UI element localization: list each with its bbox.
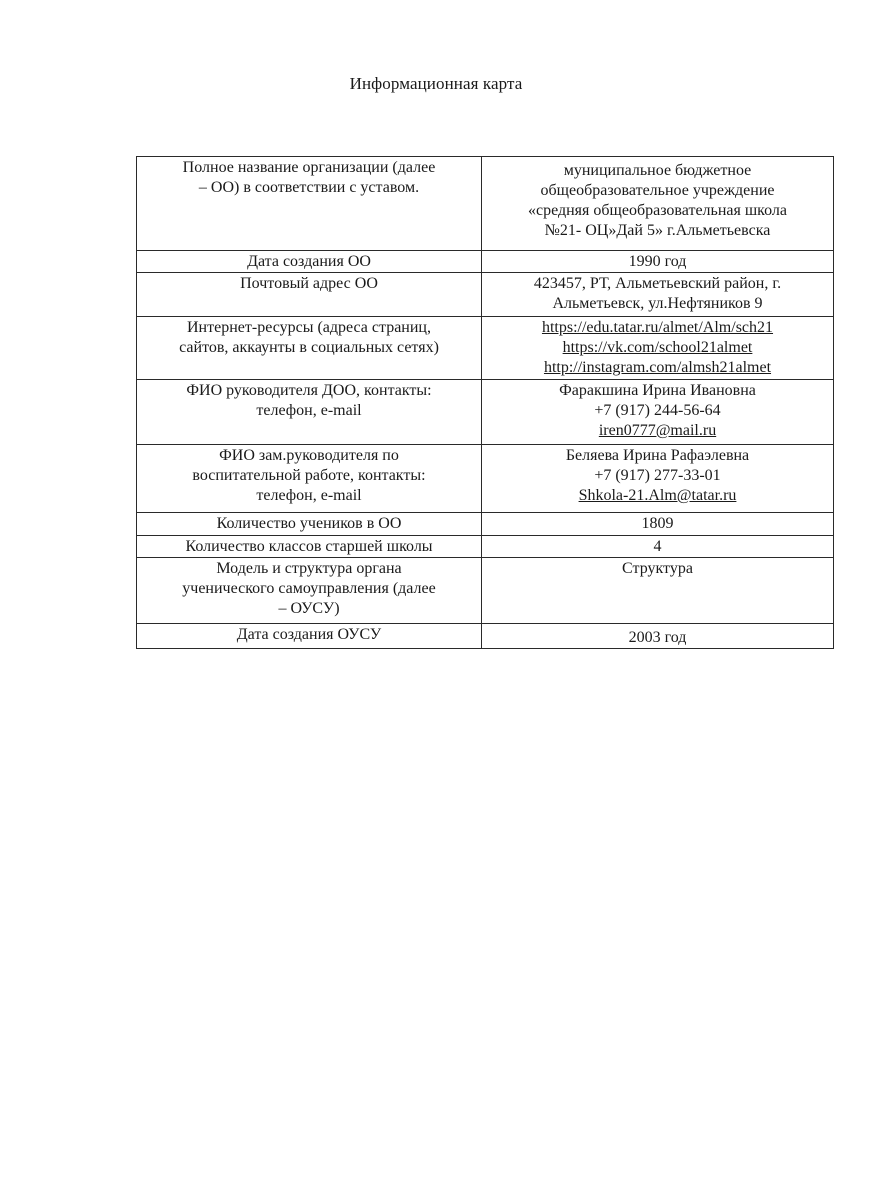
- row-label-line: Дата создания ОО: [247, 253, 371, 270]
- table-row-director: [137, 380, 834, 445]
- director-name: Фаракшина Ирина Ивановна: [559, 382, 756, 399]
- row-label: [137, 157, 482, 251]
- row-label-line: ФИО руководителя ДОО, контакты:: [186, 382, 432, 399]
- row-label-line: Количество учеников в ОО: [216, 515, 402, 532]
- row-value-line: Альметьевск, ул.Нефтяников 9: [552, 295, 763, 312]
- row-label: [137, 380, 482, 445]
- page-title: Информационная карта: [349, 74, 523, 93]
- deputy-phone: +7 (917) 277-33-01: [594, 467, 721, 484]
- row-value-line: 1809: [641, 515, 674, 532]
- row-label-line: ученического самоуправления (далее: [182, 580, 436, 597]
- row-value: [482, 157, 834, 251]
- row-label-line: сайтов, аккаунты в социальных сетях): [179, 339, 439, 356]
- row-label-line: воспитательной работе, контакты:: [192, 467, 426, 484]
- row-value-line: 2003 год: [628, 629, 687, 646]
- table-row-org-name: [137, 157, 834, 251]
- director-email-link[interactable]: iren0777@mail.ru: [598, 422, 717, 439]
- instagram-link[interactable]: http://instagram.com/almsh21almet: [543, 359, 772, 376]
- row-value: [482, 624, 834, 649]
- row-value: [482, 445, 834, 513]
- row-label-line: Полное название организации (далее: [182, 159, 436, 176]
- row-label: [137, 445, 482, 513]
- row-label: [137, 558, 482, 624]
- row-label-line: Дата создания ОУСУ: [236, 626, 382, 643]
- row-label: [137, 251, 482, 273]
- table-row-self-government-model: [137, 558, 834, 624]
- row-label: [137, 273, 482, 317]
- deputy-email-link[interactable]: Shkola-21.Alm@tatar.ru: [578, 487, 737, 504]
- table-row-senior-classes: [137, 536, 834, 558]
- row-value: [482, 380, 834, 445]
- table-row-student-count: [137, 513, 834, 536]
- row-value-line: Структура: [622, 560, 693, 577]
- row-label-line: – ОУСУ): [278, 600, 340, 617]
- row-value-line: «средняя общеобразовательная школа: [527, 202, 788, 219]
- row-label-line: ФИО зам.руководителя по: [219, 447, 399, 464]
- row-label: [137, 317, 482, 380]
- row-value-line: 4: [653, 538, 662, 555]
- row-label: [137, 536, 482, 558]
- row-value: [482, 251, 834, 273]
- table-row-self-government-date: [137, 624, 834, 649]
- row-value-line: общеобразовательное учреждение: [540, 182, 775, 199]
- table-row-founding-date: [137, 251, 834, 273]
- row-value: [482, 513, 834, 536]
- info-table: [136, 156, 834, 649]
- table-row-deputy: [137, 445, 834, 513]
- row-value-line: №21- ОЦ»Дай 5» г.Альметьевска: [544, 222, 771, 239]
- row-label-line: Количество классов старшей школы: [185, 538, 433, 555]
- row-label-line: – ОО) в соответствии с уставом.: [198, 179, 420, 196]
- row-label-line: Интернет-ресурсы (адреса страниц,: [187, 319, 431, 336]
- row-value: [482, 536, 834, 558]
- row-label-line: телефон, e-mail: [256, 402, 362, 419]
- row-label-line: Модель и структура органа: [216, 560, 402, 577]
- row-label-line: Почтовый адрес ОО: [240, 275, 378, 292]
- deputy-name: Беляева Ирина Рафаэлевна: [565, 447, 750, 464]
- row-value-line: муниципальное бюджетное: [563, 162, 752, 179]
- row-value: [482, 317, 834, 380]
- row-value: [482, 273, 834, 317]
- director-phone: +7 (917) 244-56-64: [594, 402, 721, 419]
- row-label: [137, 513, 482, 536]
- row-value: [482, 558, 834, 624]
- row-value-line: 423457, РТ, Альметьевский район, г.: [533, 275, 782, 292]
- table-row-internet-resources: [137, 317, 834, 380]
- row-label-line: телефон, e-mail: [256, 487, 362, 504]
- vk-link[interactable]: https://vk.com/school21almet: [562, 339, 753, 356]
- school-site-link[interactable]: https://edu.tatar.ru/almet/Alm/sch21: [541, 319, 774, 336]
- row-value-line: 1990 год: [628, 253, 687, 270]
- table-row-postal-address: [137, 273, 834, 317]
- row-label: [137, 624, 482, 649]
